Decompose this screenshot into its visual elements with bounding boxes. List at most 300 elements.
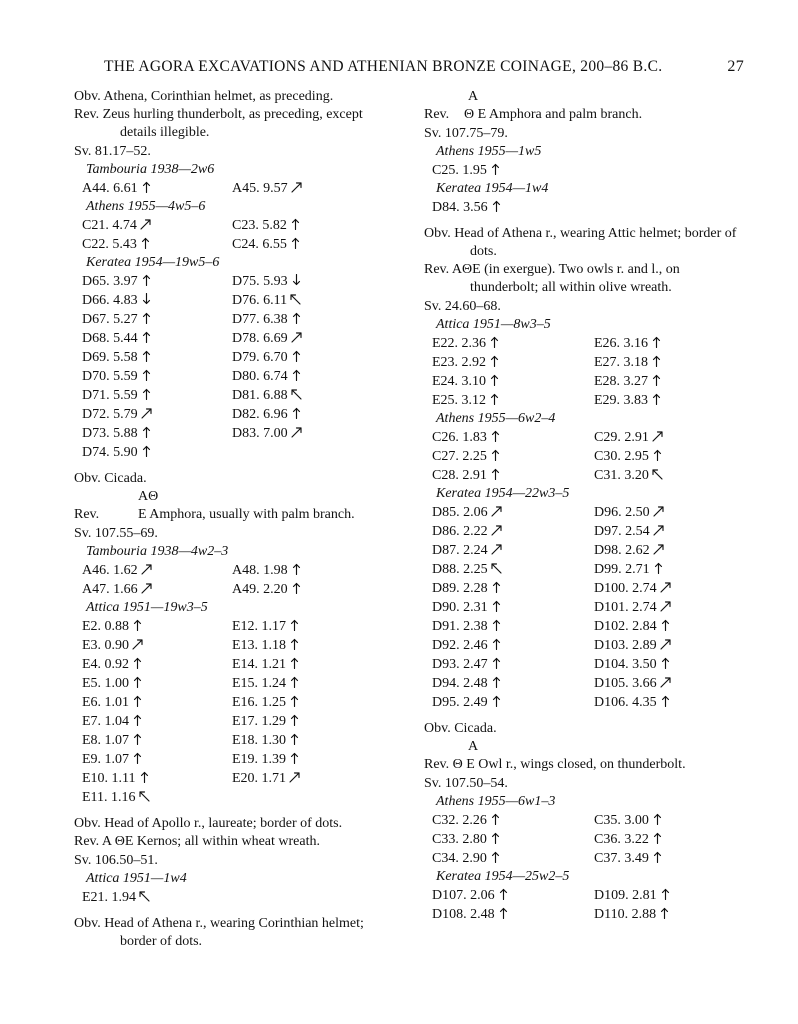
arrow-up-icon	[653, 562, 664, 574]
svoronos-reference: Sv. 24.60–68.	[424, 299, 501, 314]
coin-entry	[232, 693, 300, 712]
running-header	[104, 58, 744, 80]
coin-weight: D106. 4.35	[594, 695, 657, 710]
coin-entry	[232, 310, 302, 329]
coin-row	[424, 447, 742, 466]
coin-entry	[82, 750, 143, 769]
arrow-up-right-icon	[291, 426, 302, 438]
coin-row	[74, 443, 392, 462]
coin-entry	[594, 598, 671, 617]
arrow-up-icon	[132, 657, 143, 669]
arrow-up-icon	[141, 181, 152, 193]
coin-row	[74, 769, 392, 788]
coin-entry	[232, 750, 300, 769]
coin-row	[424, 503, 742, 522]
coin-weight: C34. 2.90	[432, 851, 487, 866]
section-gap	[424, 217, 742, 225]
coin-row	[74, 235, 392, 254]
arrow-up-icon	[490, 813, 501, 825]
arrow-up-icon	[132, 619, 143, 631]
coin-entry	[432, 161, 501, 180]
legend-text: A	[468, 739, 479, 754]
hoard-heading: Attica 1951—19w3–5	[86, 600, 208, 615]
coin-entry	[432, 886, 509, 905]
arrow-up-right-icon	[491, 505, 502, 517]
legend-text: E Amphora, usually with palm branch.	[138, 507, 355, 522]
coin-weight: E15. 1.24	[232, 676, 287, 691]
coin-entry	[432, 447, 501, 466]
arrow-up-icon	[291, 312, 302, 324]
coin-weight: D98. 2.62	[594, 543, 650, 558]
right-column	[424, 88, 742, 924]
coin-weight: E12. 1.17	[232, 619, 287, 634]
coin-weight: D108. 2.48	[432, 907, 495, 922]
arrow-up-icon	[289, 714, 300, 726]
coin-weight: D79. 6.70	[232, 350, 288, 365]
coin-row	[424, 353, 742, 372]
arrow-up-icon	[491, 657, 502, 669]
coin-weight: D110. 2.88	[594, 907, 657, 922]
coin-row	[74, 731, 392, 750]
coin-row	[74, 291, 392, 310]
coin-entry	[432, 693, 502, 712]
coin-row	[424, 161, 742, 180]
arrow-up-right-icon	[141, 407, 152, 419]
coin-entry	[432, 560, 502, 579]
hoard-heading: Tambouria 1938—4w2–3	[86, 544, 229, 559]
arrow-up-icon	[498, 907, 509, 919]
description-line: Obv. Head of Apollo r., laureate; border of dots.	[74, 816, 343, 831]
coin-weight: E21. 1.94	[82, 890, 137, 905]
coin-weight: E14. 1.21	[232, 657, 287, 672]
svoronos-reference: Sv. 81.17–52.	[74, 144, 151, 159]
coin-entry	[232, 712, 300, 731]
coin-weight: E28. 3.27	[594, 374, 649, 389]
arrow-up-icon	[660, 695, 671, 707]
coin-entry	[432, 830, 501, 849]
coin-entry	[82, 731, 143, 750]
coin-entry	[432, 503, 502, 522]
section-gap	[74, 807, 392, 815]
coin-entry	[432, 428, 501, 447]
coin-entry	[594, 811, 663, 830]
coin-weight: E25. 3.12	[432, 393, 487, 408]
arrow-up-right-icon	[660, 676, 671, 688]
arrow-up-icon	[132, 733, 143, 745]
coin-weight: A49. 2.20	[232, 582, 288, 597]
coin-weight: E9. 1.07	[82, 752, 130, 767]
arrow-up-icon	[141, 426, 152, 438]
coin-weight: D67. 5.27	[82, 312, 138, 327]
arrow-up-icon	[491, 638, 502, 650]
coin-entry	[432, 579, 502, 598]
coin-weight: E27. 3.18	[594, 355, 649, 370]
coin-entry	[432, 334, 500, 353]
coin-row	[424, 811, 742, 830]
arrow-up-icon	[491, 600, 502, 612]
arrow-up-icon	[291, 582, 302, 594]
coin-entry	[594, 655, 671, 674]
coin-row	[424, 198, 742, 217]
arrow-up-icon	[289, 733, 300, 745]
arrow-up-left-icon	[139, 790, 150, 802]
coin-entry	[594, 830, 663, 849]
coin-entry	[232, 424, 302, 443]
coin-entry	[82, 235, 151, 254]
arrow-up-icon	[490, 163, 501, 175]
coin-entry	[432, 391, 500, 410]
coin-row	[424, 579, 742, 598]
arrow-up-icon	[489, 393, 500, 405]
arrow-up-right-icon	[132, 638, 143, 650]
coin-weight: E5. 1.00	[82, 676, 130, 691]
coin-weight: D89. 2.28	[432, 581, 488, 596]
description-paragraph: Rev. Zeus hurling thunderbolt, as preceding, except details illegible.	[74, 107, 363, 140]
arrow-up-icon	[291, 407, 302, 419]
coin-row	[424, 428, 742, 447]
coin-entry	[594, 674, 671, 693]
coin-entry	[232, 272, 302, 291]
arrow-up-right-icon	[652, 430, 663, 442]
coin-row	[74, 216, 392, 235]
coin-row	[424, 674, 742, 693]
coin-entry	[82, 405, 152, 424]
arrow-up-icon	[132, 695, 143, 707]
coin-entry	[594, 579, 671, 598]
coin-weight: D99. 2.71	[594, 562, 650, 577]
arrow-up-icon	[132, 714, 143, 726]
coin-weight: E26. 3.16	[594, 336, 649, 351]
arrow-up-icon	[660, 657, 671, 669]
coin-weight: D88. 2.25	[432, 562, 488, 577]
arrow-up-icon	[651, 336, 662, 348]
coin-entry	[232, 367, 302, 386]
coin-entry	[82, 272, 152, 291]
arrow-up-icon	[660, 888, 671, 900]
coin-row	[74, 272, 392, 291]
coin-row	[74, 405, 392, 424]
description-line: Obv. Cicada.	[424, 721, 497, 736]
coin-weight: C29. 2.91	[594, 430, 649, 445]
coin-weight: D95. 2.49	[432, 695, 488, 710]
coin-row	[424, 334, 742, 353]
arrow-up-icon	[289, 657, 300, 669]
coin-entry	[594, 391, 662, 410]
coin-weight: E4. 0.92	[82, 657, 130, 672]
coin-weight: C26. 1.83	[432, 430, 487, 445]
coin-row	[424, 598, 742, 617]
coin-weight: E2. 0.88	[82, 619, 130, 634]
coin-row	[74, 888, 392, 907]
coin-row	[74, 424, 392, 443]
coin-entry	[594, 560, 664, 579]
arrow-up-icon	[291, 350, 302, 362]
coin-weight: E8. 1.07	[82, 733, 130, 748]
arrow-up-icon	[141, 274, 152, 286]
hoard-heading: Tambouria 1938—2w6	[86, 162, 215, 177]
coin-entry	[232, 405, 302, 424]
description-paragraph: Obv. Head of Athena r., wearing Corinthian helmet; border of dots.	[74, 916, 364, 949]
coin-weight: A45. 9.57	[232, 181, 288, 196]
coin-entry	[594, 886, 671, 905]
coin-row	[424, 693, 742, 712]
coin-weight: D76. 6.11	[232, 293, 288, 308]
arrow-up-icon	[140, 237, 151, 249]
coin-weight: E17. 1.29	[232, 714, 287, 729]
coin-row	[424, 372, 742, 391]
svoronos-reference: Sv. 107.75–79.	[424, 126, 508, 141]
coin-entry	[594, 334, 662, 353]
arrow-up-icon	[489, 336, 500, 348]
coin-weight: A48. 1.98	[232, 563, 288, 578]
arrow-up-icon	[141, 369, 152, 381]
coin-weight: D69. 5.58	[82, 350, 138, 365]
coin-entry	[82, 788, 150, 807]
coin-entry	[82, 443, 152, 462]
coin-weight: D86. 2.22	[432, 524, 488, 539]
legend-line	[424, 738, 742, 756]
coin-entry	[232, 769, 300, 788]
coin-weight: E7. 1.04	[82, 714, 130, 729]
coin-weight: D91. 2.38	[432, 619, 488, 634]
arrow-up-icon	[289, 619, 300, 631]
page-number: 27	[727, 58, 744, 75]
coin-weight: D96. 2.50	[594, 505, 650, 520]
coin-weight: C31. 3.20	[594, 468, 649, 483]
coin-weight: C30. 2.95	[594, 449, 649, 464]
arrow-up-icon	[491, 619, 502, 631]
coin-entry	[594, 447, 663, 466]
coin-weight: D71. 5.59	[82, 388, 138, 403]
coin-weight: D92. 2.46	[432, 638, 488, 653]
legend-text: Θ E Amphora and palm branch.	[464, 107, 643, 122]
arrow-up-icon	[289, 638, 300, 650]
coin-weight: D80. 6.74	[232, 369, 288, 384]
coin-entry	[594, 503, 664, 522]
coin-entry	[594, 353, 662, 372]
coin-entry	[232, 235, 301, 254]
coin-weight: A47. 1.66	[82, 582, 138, 597]
coin-weight: E20. 1.71	[232, 771, 287, 786]
coin-entry	[82, 674, 143, 693]
coin-weight: C36. 3.22	[594, 832, 649, 847]
coin-entry	[432, 849, 501, 868]
coin-row	[424, 391, 742, 410]
legend-text: Rev.	[74, 507, 100, 522]
arrow-up-right-icon	[660, 600, 671, 612]
coin-row	[74, 561, 392, 580]
coin-weight: D109. 2.81	[594, 888, 657, 903]
coin-entry	[232, 291, 301, 310]
description-paragraph: Rev. AΘE (in exergue). Two owls r. and l., on thunderbolt; all within olive wreath.	[424, 262, 680, 295]
coin-weight: C33. 2.80	[432, 832, 487, 847]
arrow-up-icon	[132, 752, 143, 764]
arrow-up-icon	[660, 619, 671, 631]
coin-entry	[232, 348, 302, 367]
coin-entry	[82, 617, 143, 636]
legend-line	[74, 506, 392, 524]
coin-weight: E6. 1.01	[82, 695, 130, 710]
coin-weight: D77. 6.38	[232, 312, 288, 327]
arrow-up-icon	[290, 237, 301, 249]
arrow-up-icon	[651, 355, 662, 367]
coin-weight: D102. 2.84	[594, 619, 657, 634]
legend-line	[424, 88, 742, 106]
coin-weight: D66. 4.83	[82, 293, 138, 308]
hoard-heading: Athens 1955—1w5	[436, 144, 542, 159]
hoard-heading: Athens 1955—6w2–4	[436, 411, 556, 426]
arrow-up-left-icon	[652, 468, 663, 480]
coin-weight: E3. 0.90	[82, 638, 130, 653]
coin-weight: E24. 3.10	[432, 374, 487, 389]
hoard-heading: Keratea 1954—1w4	[436, 181, 549, 196]
arrow-up-left-icon	[491, 562, 502, 574]
coin-weight: C21. 4.74	[82, 218, 137, 233]
arrow-up-icon	[652, 851, 663, 863]
legend-text: A	[468, 89, 479, 104]
coin-weight: D75. 5.93	[232, 274, 288, 289]
coin-entry	[432, 541, 502, 560]
arrow-up-icon	[291, 369, 302, 381]
coin-weight: D65. 3.97	[82, 274, 138, 289]
arrow-up-icon	[659, 907, 670, 919]
coin-entry	[82, 424, 152, 443]
coin-weight: E23. 2.92	[432, 355, 487, 370]
coin-entry	[594, 466, 663, 485]
coin-row	[424, 655, 742, 674]
coin-entry	[82, 329, 152, 348]
coin-weight: C28. 2.91	[432, 468, 487, 483]
coin-entry	[432, 372, 500, 391]
coin-weight: D82. 6.96	[232, 407, 288, 422]
arrow-up-icon	[490, 832, 501, 844]
coin-row	[424, 522, 742, 541]
arrow-up-icon	[289, 752, 300, 764]
hoard-heading: Attica 1951—8w3–5	[436, 317, 551, 332]
coin-weight: D73. 5.88	[82, 426, 138, 441]
arrow-up-right-icon	[491, 524, 502, 536]
arrow-up-icon	[651, 393, 662, 405]
coin-entry	[232, 561, 302, 580]
coin-weight: E18. 1.30	[232, 733, 287, 748]
arrow-up-icon	[498, 888, 509, 900]
arrow-up-icon	[652, 449, 663, 461]
arrow-up-icon	[141, 350, 152, 362]
coin-row	[424, 466, 742, 485]
arrow-up-icon	[491, 695, 502, 707]
svoronos-reference: Sv. 106.50–51.	[74, 853, 158, 868]
arrow-up-icon	[141, 331, 152, 343]
arrow-up-icon	[652, 832, 663, 844]
coin-row	[424, 541, 742, 560]
legend-text: AΘ	[138, 489, 159, 504]
arrow-up-icon	[490, 449, 501, 461]
coin-entry	[232, 386, 302, 405]
hoard-heading: Keratea 1954—22w3–5	[436, 486, 570, 501]
arrow-up-icon	[289, 676, 300, 688]
coin-entry	[232, 216, 301, 235]
coin-weight: D103. 2.89	[594, 638, 657, 653]
section-gap	[74, 462, 392, 470]
coin-entry	[432, 466, 501, 485]
coin-weight: D94. 2.48	[432, 676, 488, 691]
coin-weight: A44. 6.61	[82, 181, 138, 196]
coin-weight: D83. 7.00	[232, 426, 288, 441]
coin-weight: C37. 3.49	[594, 851, 649, 866]
coin-entry	[82, 310, 152, 329]
arrow-up-right-icon	[141, 582, 152, 594]
arrow-up-right-icon	[653, 524, 664, 536]
arrow-up-icon	[651, 374, 662, 386]
coin-weight: C24. 6.55	[232, 237, 287, 252]
coin-weight: E11. 1.16	[82, 790, 136, 805]
coin-weight: D87. 2.24	[432, 543, 488, 558]
arrow-up-right-icon	[653, 543, 664, 555]
coin-weight: E16. 1.25	[232, 695, 287, 710]
arrow-up-right-icon	[291, 181, 302, 193]
arrow-up-right-icon	[660, 638, 671, 650]
arrow-up-icon	[491, 200, 502, 212]
arrow-up-icon	[490, 851, 501, 863]
coin-entry	[232, 179, 302, 198]
arrow-up-right-icon	[491, 543, 502, 555]
svoronos-reference: Sv. 107.55–69.	[74, 526, 158, 541]
coin-weight: D105. 3.66	[594, 676, 657, 691]
coin-weight: C22. 5.43	[82, 237, 137, 252]
coin-row	[74, 655, 392, 674]
coin-row	[424, 849, 742, 868]
coin-weight: D107. 2.06	[432, 888, 495, 903]
coin-row	[74, 310, 392, 329]
section-gap	[74, 907, 392, 915]
coin-entry	[594, 372, 662, 391]
description-paragraph: Rev. Θ E Owl r., wings closed, on thunderbolt.	[424, 757, 686, 772]
arrow-up-right-icon	[291, 331, 302, 343]
coin-weight: C35. 3.00	[594, 813, 649, 828]
coin-weight: C32. 2.26	[432, 813, 487, 828]
legend-line	[424, 106, 742, 124]
coin-weight: D97. 2.54	[594, 524, 650, 539]
coin-row	[74, 179, 392, 198]
hoard-heading: Keratea 1954—25w2–5	[436, 869, 570, 884]
coin-row	[424, 617, 742, 636]
arrow-up-icon	[141, 388, 152, 400]
coin-entry	[594, 541, 664, 560]
arrow-down-icon	[141, 293, 152, 305]
arrow-up-icon	[141, 445, 152, 457]
coin-entry	[82, 386, 152, 405]
coin-row	[74, 636, 392, 655]
coin-entry	[594, 693, 671, 712]
coin-entry	[82, 216, 151, 235]
coin-weight: C23. 5.82	[232, 218, 287, 233]
coin-entry	[432, 598, 502, 617]
coin-row	[74, 712, 392, 731]
coin-entry	[82, 636, 143, 655]
coin-weight: C25. 1.95	[432, 163, 487, 178]
coin-weight: D100. 2.74	[594, 581, 657, 596]
coin-weight: D70. 5.59	[82, 369, 138, 384]
coin-weight: E10. 1.11	[82, 771, 136, 786]
arrow-up-right-icon	[140, 218, 151, 230]
arrow-up-icon	[489, 355, 500, 367]
coin-entry	[594, 428, 663, 447]
arrow-up-left-icon	[139, 890, 150, 902]
coin-entry	[232, 636, 300, 655]
coin-entry	[432, 636, 502, 655]
coin-entry	[594, 636, 671, 655]
coin-row	[74, 386, 392, 405]
